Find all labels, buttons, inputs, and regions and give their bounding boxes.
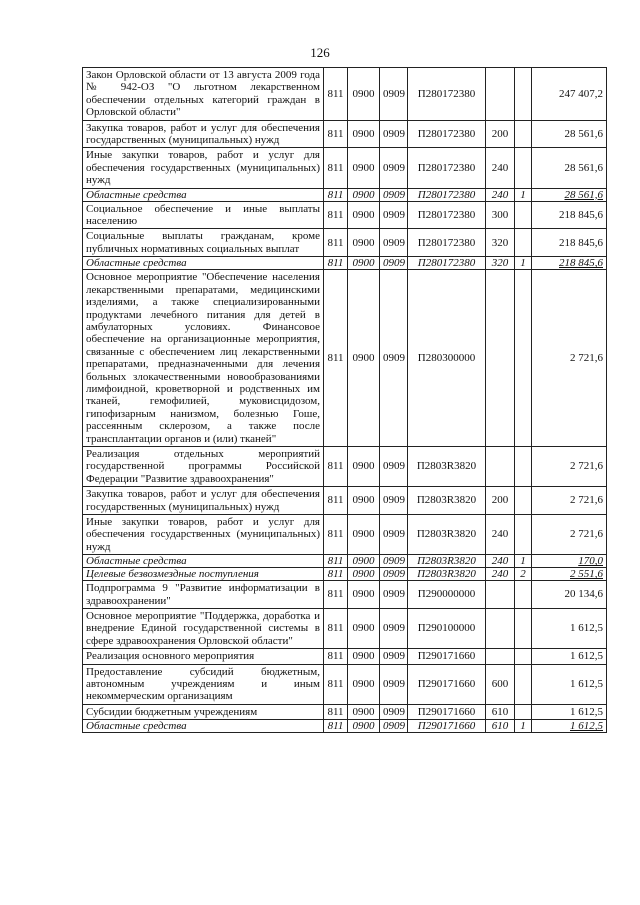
target-article-code: П280172380 (408, 257, 486, 270)
target-article-code: П2803R3820 (408, 446, 486, 486)
section-code: 0900 (348, 446, 380, 486)
expense-type-code: 240 (486, 188, 515, 201)
row-description: Субсидии бюджетным учреждениям (83, 704, 324, 719)
expense-type-code (486, 609, 515, 649)
row-description: Реализация отдельных мероприятий государственной программы Российской Федерации "Развитие здравоохранения" (83, 446, 324, 486)
row-description: Закупка товаров, работ и услуг для обеспечения государственных (муниципальных) нужд (83, 120, 324, 148)
section-code: 0900 (348, 664, 380, 704)
source-code (515, 649, 532, 664)
page-number: 126 (310, 45, 330, 60)
amount: 1 612,5 (532, 649, 607, 664)
admin-code: 811 (324, 487, 348, 515)
subsection-code: 0909 (380, 148, 408, 188)
subsection-code: 0909 (380, 609, 408, 649)
source-code (515, 68, 532, 121)
subsection-code: 0909 (380, 568, 408, 581)
section-code: 0900 (348, 270, 380, 447)
subsection-code: 0909 (380, 120, 408, 148)
row-description: Областные средства (83, 188, 324, 201)
table-body (83, 68, 607, 733)
row-description: Иные закупки товаров, работ и услуг для обеспечения государственных (муниципальных) нужд (83, 515, 324, 555)
admin-code: 811 (324, 270, 348, 447)
source-code (515, 487, 532, 515)
admin-code: 811 (324, 201, 348, 229)
target-article-code: П290000000 (408, 581, 486, 609)
source-code: 2 (515, 568, 532, 581)
section-code: 0900 (348, 555, 380, 568)
expense-type-code: 240 (486, 515, 515, 555)
subsection-code: 0909 (380, 188, 408, 201)
section-code: 0900 (348, 704, 380, 719)
subsection-code: 0909 (380, 664, 408, 704)
target-article-code: П280172380 (408, 148, 486, 188)
budget-table (82, 67, 607, 733)
table-row (83, 188, 607, 201)
source-code (515, 148, 532, 188)
subsection-code: 0909 (380, 270, 408, 447)
table-row (83, 120, 607, 148)
target-article-code: П280172380 (408, 188, 486, 201)
expense-type-code: 610 (486, 704, 515, 719)
source-code (515, 446, 532, 486)
table-row (83, 555, 607, 568)
row-description: Социальное обеспечение и иные выплаты населению (83, 201, 324, 229)
admin-code: 811 (324, 704, 348, 719)
table-row (83, 201, 607, 229)
source-code: 1 (515, 257, 532, 270)
amount: 28 561,6 (532, 148, 607, 188)
source-code (515, 120, 532, 148)
expense-type-code: 200 (486, 487, 515, 515)
source-code (515, 581, 532, 609)
subsection-code: 0909 (380, 649, 408, 664)
target-article-code: П280172380 (408, 68, 486, 121)
expense-type-code (486, 581, 515, 609)
subsection-code: 0909 (380, 68, 408, 121)
row-description: Основное мероприятие "Поддержка, доработка и внедрение Единой государственной системы в сфере здравоохранения Орловской области" (83, 609, 324, 649)
source-code (515, 609, 532, 649)
target-article-code: П290171660 (408, 720, 486, 733)
source-code: 1 (515, 188, 532, 201)
table-row (83, 270, 607, 447)
source-code (515, 201, 532, 229)
source-code (515, 664, 532, 704)
table-row (83, 257, 607, 270)
target-article-code: П280172380 (408, 229, 486, 257)
source-code (515, 515, 532, 555)
row-description: Областные средства (83, 720, 324, 733)
source-code (515, 229, 532, 257)
table-row (83, 649, 607, 664)
target-article-code: П290171660 (408, 649, 486, 664)
amount: 2 721,6 (532, 270, 607, 447)
expense-type-code: 300 (486, 201, 515, 229)
section-code: 0900 (348, 120, 380, 148)
table-row (83, 720, 607, 733)
section-code: 0900 (348, 229, 380, 257)
expense-type-code: 320 (486, 257, 515, 270)
section-code: 0900 (348, 188, 380, 201)
subsection-code: 0909 (380, 201, 408, 229)
amount: 1 612,5 (532, 704, 607, 719)
source-code (515, 270, 532, 447)
expense-type-code (486, 68, 515, 121)
amount: 1 612,5 (532, 720, 607, 733)
table-row (83, 446, 607, 486)
amount: 2 721,6 (532, 487, 607, 515)
amount: 170,0 (532, 555, 607, 568)
row-description: Закон Орловской области от 13 августа 2009 года № 942-ОЗ "О льготном лекарственном обеспечении отдельных категорий граждан в Орловской области" (83, 68, 324, 121)
section-code: 0900 (348, 201, 380, 229)
admin-code: 811 (324, 609, 348, 649)
amount: 247 407,2 (532, 68, 607, 121)
source-code: 1 (515, 555, 532, 568)
admin-code: 811 (324, 257, 348, 270)
source-code: 1 (515, 720, 532, 733)
amount: 2 551,6 (532, 568, 607, 581)
row-description: Областные средства (83, 555, 324, 568)
admin-code: 811 (324, 446, 348, 486)
amount: 28 561,6 (532, 188, 607, 201)
table-row (83, 704, 607, 719)
admin-code: 811 (324, 68, 348, 121)
subsection-code: 0909 (380, 704, 408, 719)
admin-code: 811 (324, 120, 348, 148)
subsection-code: 0909 (380, 720, 408, 733)
row-description: Подпрограмма 9 "Развитие информатизации в здравоохранении" (83, 581, 324, 609)
admin-code: 811 (324, 720, 348, 733)
expense-type-code: 240 (486, 148, 515, 188)
target-article-code: П2803R3820 (408, 568, 486, 581)
admin-code: 811 (324, 148, 348, 188)
row-description: Основное мероприятие "Обеспечение населения лекарственными препаратами, медицинскими изделиями, а также специализированными продуктами лечебного питания для детей в амбулаторных условиях. Финансовое обеспечение на организационные мероприятия, связанные с обеспечением лиц лекарственными препаратами, предназначенными для лечения больных злокачественными новообразованиями лимфоидной, кроветворной и родственных им тканей, гемофилией, муковисцидозом, гипофизарным нанизмом, болезнью Гоше, рассеянным склерозом, а также после трансплантации органов и (или) тканей" (83, 270, 324, 447)
section-code: 0900 (348, 568, 380, 581)
admin-code: 811 (324, 555, 348, 568)
target-article-code: П290171660 (408, 704, 486, 719)
target-article-code: П290100000 (408, 609, 486, 649)
admin-code: 811 (324, 515, 348, 555)
amount: 2 721,6 (532, 515, 607, 555)
amount: 1 612,5 (532, 664, 607, 704)
target-article-code: П290171660 (408, 664, 486, 704)
target-article-code: П2803R3820 (408, 487, 486, 515)
amount: 20 134,6 (532, 581, 607, 609)
amount: 2 721,6 (532, 446, 607, 486)
amount: 218 845,6 (532, 257, 607, 270)
expense-type-code: 610 (486, 720, 515, 733)
admin-code: 811 (324, 581, 348, 609)
row-description: Предоставление субсидий бюджетным, автономным учреждениям и иным некоммерческим организациям (83, 664, 324, 704)
expense-type-code: 240 (486, 555, 515, 568)
table-row (83, 148, 607, 188)
subsection-code: 0909 (380, 229, 408, 257)
section-code: 0900 (348, 257, 380, 270)
amount: 218 845,6 (532, 201, 607, 229)
subsection-code: 0909 (380, 555, 408, 568)
expense-type-code: 200 (486, 120, 515, 148)
target-article-code: П280172380 (408, 201, 486, 229)
row-description: Социальные выплаты гражданам, кроме публичных нормативных социальных выплат (83, 229, 324, 257)
admin-code: 811 (324, 664, 348, 704)
source-code (515, 704, 532, 719)
subsection-code: 0909 (380, 257, 408, 270)
admin-code: 811 (324, 649, 348, 664)
section-code: 0900 (348, 515, 380, 555)
section-code: 0900 (348, 581, 380, 609)
section-code: 0900 (348, 649, 380, 664)
subsection-code: 0909 (380, 581, 408, 609)
expense-type-code: 320 (486, 229, 515, 257)
row-description: Иные закупки товаров, работ и услуг для обеспечения государственных (муниципальных) нужд (83, 148, 324, 188)
admin-code: 811 (324, 568, 348, 581)
expense-type-code (486, 270, 515, 447)
subsection-code: 0909 (380, 515, 408, 555)
amount: 1 612,5 (532, 609, 607, 649)
table-row (83, 664, 607, 704)
section-code: 0900 (348, 720, 380, 733)
admin-code: 811 (324, 229, 348, 257)
section-code: 0900 (348, 487, 380, 515)
target-article-code: П2803R3820 (408, 555, 486, 568)
section-code: 0900 (348, 148, 380, 188)
admin-code: 811 (324, 188, 348, 201)
row-description: Областные средства (83, 257, 324, 270)
table-row (83, 515, 607, 555)
expense-type-code: 240 (486, 568, 515, 581)
table-row (83, 609, 607, 649)
row-description: Реализация основного мероприятия (83, 649, 324, 664)
target-article-code: П280172380 (408, 120, 486, 148)
amount: 218 845,6 (532, 229, 607, 257)
table-row (83, 568, 607, 581)
table-row (83, 487, 607, 515)
subsection-code: 0909 (380, 487, 408, 515)
section-code: 0900 (348, 609, 380, 649)
table-row (83, 581, 607, 609)
expense-type-code (486, 446, 515, 486)
target-article-code: П280300000 (408, 270, 486, 447)
expense-type-code: 600 (486, 664, 515, 704)
amount: 28 561,6 (532, 120, 607, 148)
row-description: Целевые безвозмездные поступления (83, 568, 324, 581)
table-row (83, 68, 607, 121)
target-article-code: П2803R3820 (408, 515, 486, 555)
section-code: 0900 (348, 68, 380, 121)
expense-type-code (486, 649, 515, 664)
row-description: Закупка товаров, работ и услуг для обеспечения государственных (муниципальных) нужд (83, 487, 324, 515)
subsection-code: 0909 (380, 446, 408, 486)
table-row (83, 229, 607, 257)
